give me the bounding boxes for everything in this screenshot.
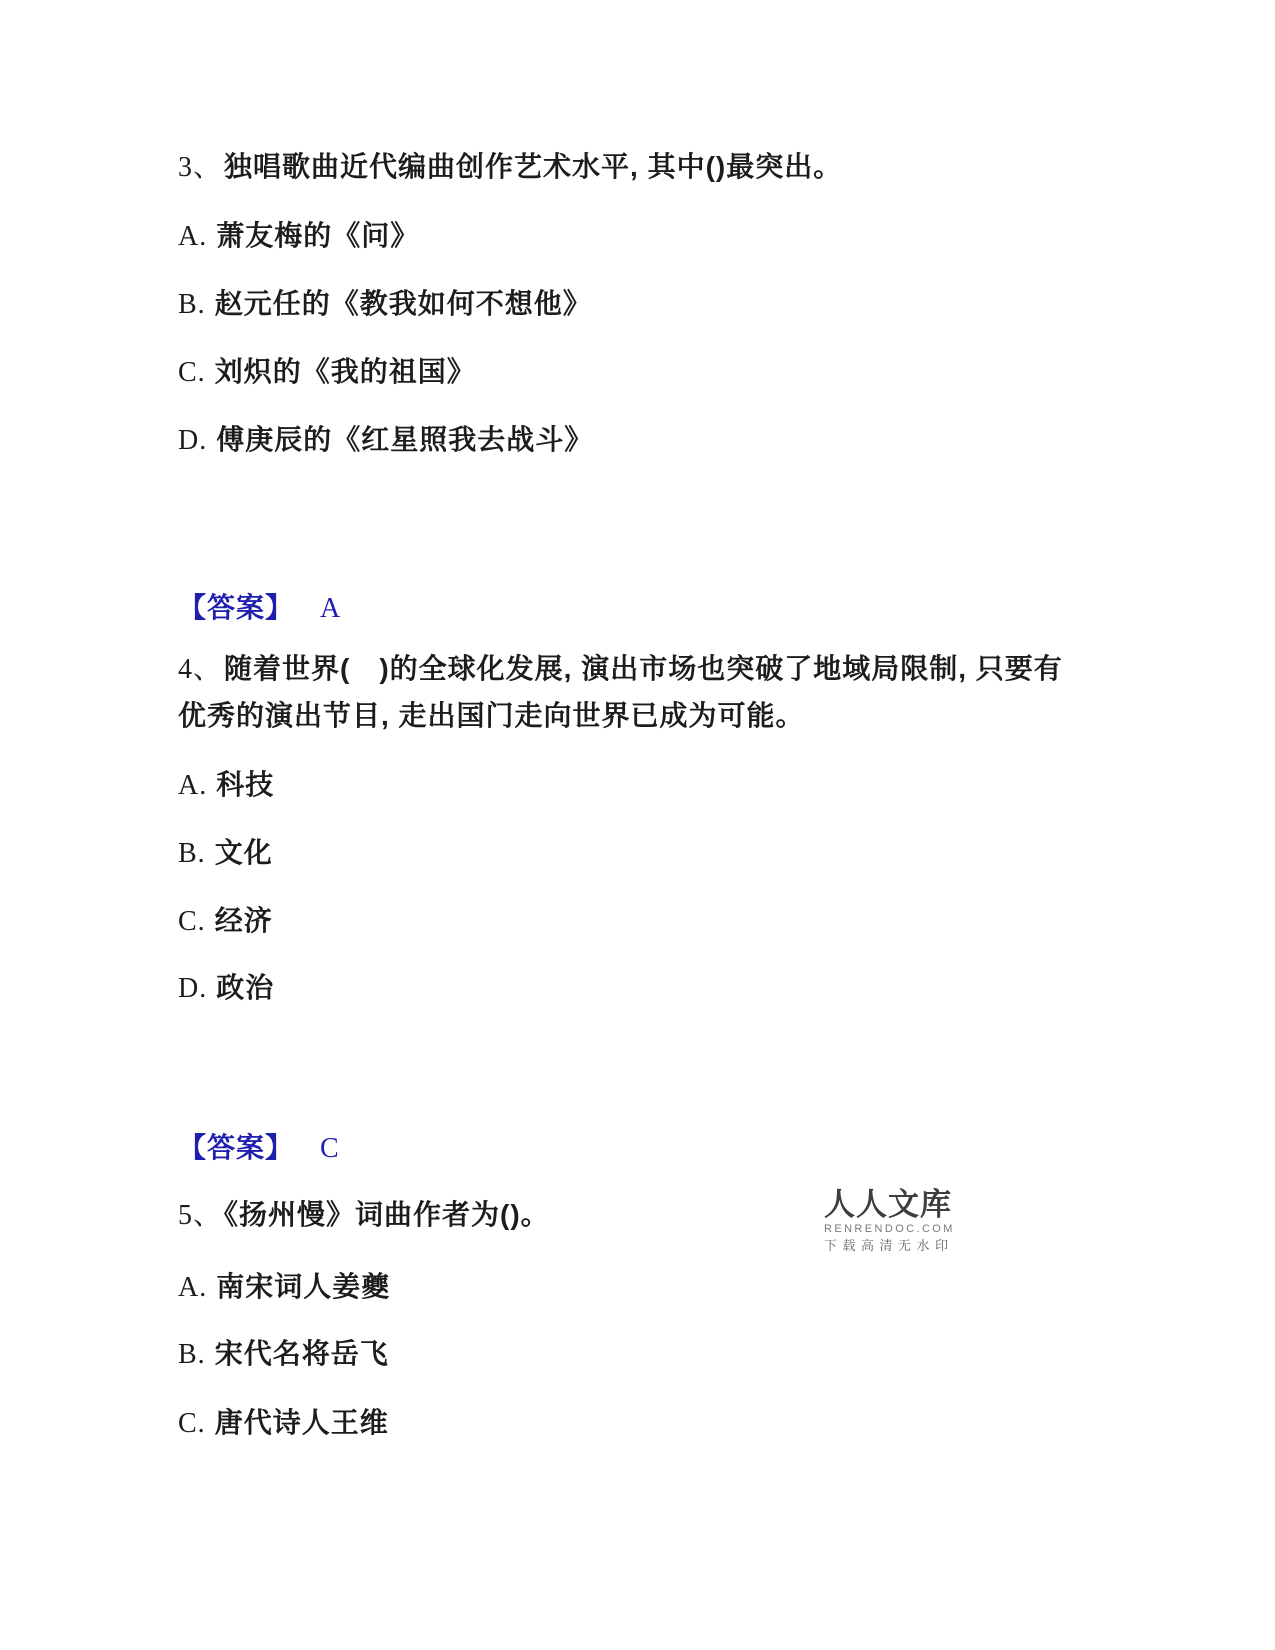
option-text: 南宋词人姜夔 [216, 1271, 391, 1302]
option-text: 刘炽的《我的祖国》 [214, 356, 476, 387]
answer-label: 【答案】 [178, 592, 295, 623]
answer-value: C [320, 1133, 339, 1164]
question-text: 随着世界( )的全球化发展, 演出市场也突破了地域局限制, 只要有 [224, 653, 1063, 684]
option-text: 科技 [216, 769, 275, 800]
watermark-domain: RENRENDOC.COM [824, 1223, 955, 1235]
option-text: 文化 [214, 837, 273, 868]
watermark-logo: 人人文库 [824, 1187, 952, 1222]
question-text: 《扬州慢》词曲作者为()。 [224, 1199, 550, 1230]
option-label: A. [178, 1272, 208, 1303]
option-text: 傅庚辰的《红星照我去战斗》 [216, 424, 594, 455]
question-5-option-c [178, 1406, 389, 1441]
answer-label: 【答案】 [178, 1132, 295, 1163]
answer-value: A [320, 593, 341, 624]
question-4-option-b [178, 836, 273, 871]
option-label: D. [178, 973, 208, 1004]
question-number: 5、 [178, 1200, 223, 1231]
question-3-option-d [178, 423, 593, 458]
question-3-option-b [178, 287, 592, 322]
question-number: 4、 [178, 654, 223, 685]
option-label: D. [178, 425, 208, 456]
option-label: A. [178, 221, 208, 252]
question-4-option-d [178, 971, 274, 1006]
question-4-title-line-1 [178, 652, 1063, 687]
option-label: C. [178, 1408, 206, 1439]
option-label: B. [178, 289, 206, 320]
question-5-option-b [178, 1337, 389, 1372]
question-4-option-a [178, 768, 274, 803]
option-label: B. [178, 838, 206, 869]
question-text: 优秀的演出节目, 走出国门走向世界已成为可能。 [178, 700, 805, 731]
option-text: 宋代名将岳飞 [214, 1338, 389, 1369]
option-text: 萧友梅的《问》 [216, 220, 420, 251]
question-4-option-c [178, 904, 273, 939]
option-label: C. [178, 357, 206, 388]
question-5-title [178, 1198, 550, 1233]
question-3-answer [178, 591, 340, 626]
question-4-title-line-2 [178, 699, 805, 733]
option-label: B. [178, 1339, 206, 1370]
question-number: 3、 [178, 152, 223, 183]
option-label: C. [178, 906, 206, 937]
option-text: 政治 [216, 972, 275, 1003]
question-text: 独唱歌曲近代编曲创作艺术水平, 其中()最突出。 [224, 151, 843, 182]
option-text: 赵元任的《教我如何不想他》 [214, 288, 592, 319]
watermark [824, 1188, 964, 1253]
question-4-answer [178, 1131, 339, 1166]
option-text: 经济 [214, 905, 273, 936]
question-3-option-c [178, 355, 476, 390]
question-3-title [178, 150, 842, 185]
option-text: 唐代诗人王维 [214, 1407, 389, 1438]
option-label: A. [178, 770, 208, 801]
question-5-option-a [178, 1270, 390, 1305]
question-3-option-a [178, 219, 419, 254]
watermark-tagline: 下载高清无水印 [824, 1238, 954, 1253]
